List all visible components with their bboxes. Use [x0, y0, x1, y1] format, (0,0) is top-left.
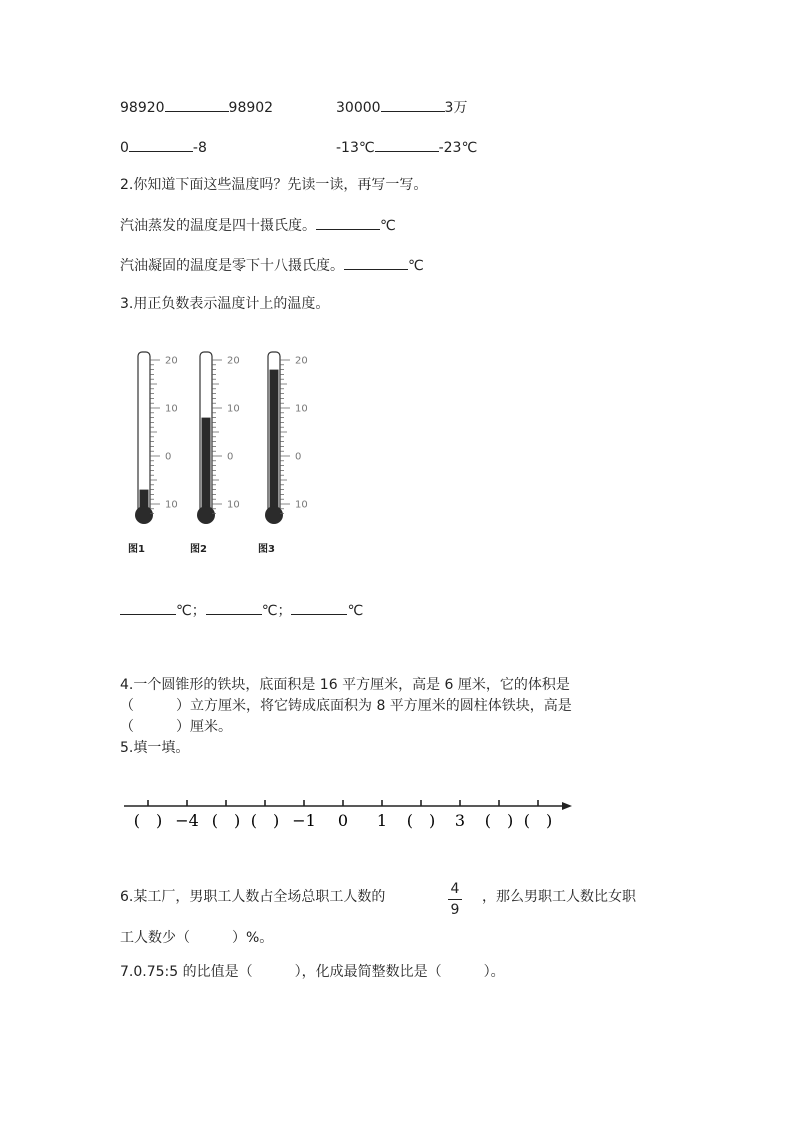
- q6-line1-b: ，那么男职工人数比女职: [482, 889, 636, 905]
- scale-label: 0: [227, 451, 234, 463]
- q3-answers: [120, 600, 363, 621]
- number-line-label: 0: [337, 811, 349, 830]
- q2-title: 2.你知道下面这些温度吗？先读一读，再写一写。: [120, 177, 428, 193]
- thermometer-figures: [120, 340, 340, 560]
- unit-celsius: ℃: [261, 603, 278, 619]
- q2-line2-text: 汽油凝固的温度是零下十八摄氏度。: [120, 258, 344, 274]
- number-line-label: 1: [376, 811, 388, 830]
- number-line-label[interactable]: ( ): [406, 811, 436, 830]
- compare-value: 98902: [228, 100, 274, 116]
- answer-blank[interactable]: [129, 137, 193, 152]
- q2-line1-text: 汽油蒸发的温度是四十摄氏度。: [120, 218, 316, 234]
- figure-label: 图1: [128, 544, 145, 555]
- number-line-label[interactable]: ( ): [250, 811, 280, 830]
- unit-celsius: ℃: [380, 218, 396, 234]
- compare-row2-right: [336, 137, 477, 158]
- compare-row2-left: [120, 137, 207, 158]
- answer-blank[interactable]: [375, 137, 439, 152]
- fraction-bar: [448, 899, 462, 900]
- separator: ；: [191, 603, 206, 619]
- scale-label: 10: [165, 403, 178, 415]
- number-line-label: −4: [175, 811, 199, 830]
- answer-blank[interactable]: [120, 600, 176, 615]
- answer-blank[interactable]: [165, 97, 229, 112]
- answer-blank[interactable]: [291, 600, 347, 615]
- answer-blank[interactable]: [344, 255, 408, 270]
- unit-celsius: ℃: [408, 258, 424, 274]
- scale-label: 10: [295, 403, 308, 415]
- q3-title: 3.用正负数表示温度计上的温度。: [120, 296, 330, 312]
- scale-label: 20: [295, 355, 308, 367]
- scale-label: 10: [227, 403, 240, 415]
- compare-value: -13℃: [336, 140, 375, 156]
- compare-value: 30000: [336, 100, 381, 116]
- number-line-label[interactable]: ( ): [211, 811, 241, 830]
- scale-label: 10: [227, 499, 240, 511]
- scale-label: 0: [295, 451, 302, 463]
- scale-label: 20: [165, 355, 178, 367]
- figure-label: 图3: [258, 544, 275, 555]
- compare-row1-left: [120, 97, 273, 118]
- answer-blank[interactable]: [206, 600, 262, 615]
- scale-label: 10: [165, 499, 178, 511]
- q2-line1: [120, 215, 396, 236]
- compare-value: -23℃: [438, 140, 478, 156]
- thermometer-2: [190, 352, 240, 555]
- q6-line1-a: 6.某工厂，男职工人数占全场总职工人数的: [120, 889, 386, 905]
- number-line-label[interactable]: ( ): [484, 811, 514, 830]
- q4-line2: （ ）立方厘米，将它铸成底面积为 8 平方厘米的圆柱体铁块，高是: [120, 698, 572, 714]
- separator: ；: [277, 603, 292, 619]
- compare-row1-right: [336, 97, 467, 118]
- unit-celsius: ℃: [176, 603, 192, 619]
- answer-blank[interactable]: [381, 97, 445, 112]
- q2-line2: [120, 255, 424, 276]
- number-line-label: −1: [292, 811, 316, 830]
- thermometer-3: [258, 352, 308, 555]
- compare-value: 0: [120, 140, 129, 156]
- unit-celsius: ℃: [347, 603, 364, 619]
- fraction-denominator: 9: [450, 902, 460, 918]
- number-line-label[interactable]: ( ): [133, 811, 163, 830]
- q7-text: 7.0.75:5 的比值是（ ），化成最简整数比是（ ）。: [120, 964, 505, 980]
- fraction: [448, 880, 462, 919]
- fraction-numerator: 4: [450, 881, 460, 897]
- q5-title: 5.填一填。: [120, 740, 190, 756]
- mercury-column: [270, 370, 279, 512]
- mercury-column: [202, 418, 211, 512]
- figure-label: 图2: [190, 544, 207, 555]
- number-line-label[interactable]: ( ): [523, 811, 553, 830]
- arrow-icon: [562, 802, 572, 810]
- thermometer-1: [128, 352, 178, 555]
- scale-label: 10: [295, 499, 308, 511]
- compare-value: -8: [192, 140, 207, 156]
- compare-value: 3万: [444, 100, 468, 116]
- scale-label: 0: [165, 451, 172, 463]
- compare-value: 98920: [120, 100, 165, 116]
- number-line: [120, 790, 580, 840]
- number-line-label: 3: [454, 811, 466, 830]
- answer-blank[interactable]: [316, 215, 380, 230]
- q6-line2: 工人数少（ ）%。: [120, 930, 274, 946]
- scale-label: 20: [227, 355, 240, 367]
- q4-line3: （ ）厘米。: [120, 719, 232, 735]
- q4-line1: 4.一个圆锥形的铁块，底面积是 16 平方厘米，高是 6 厘米，它的体积是: [120, 677, 570, 693]
